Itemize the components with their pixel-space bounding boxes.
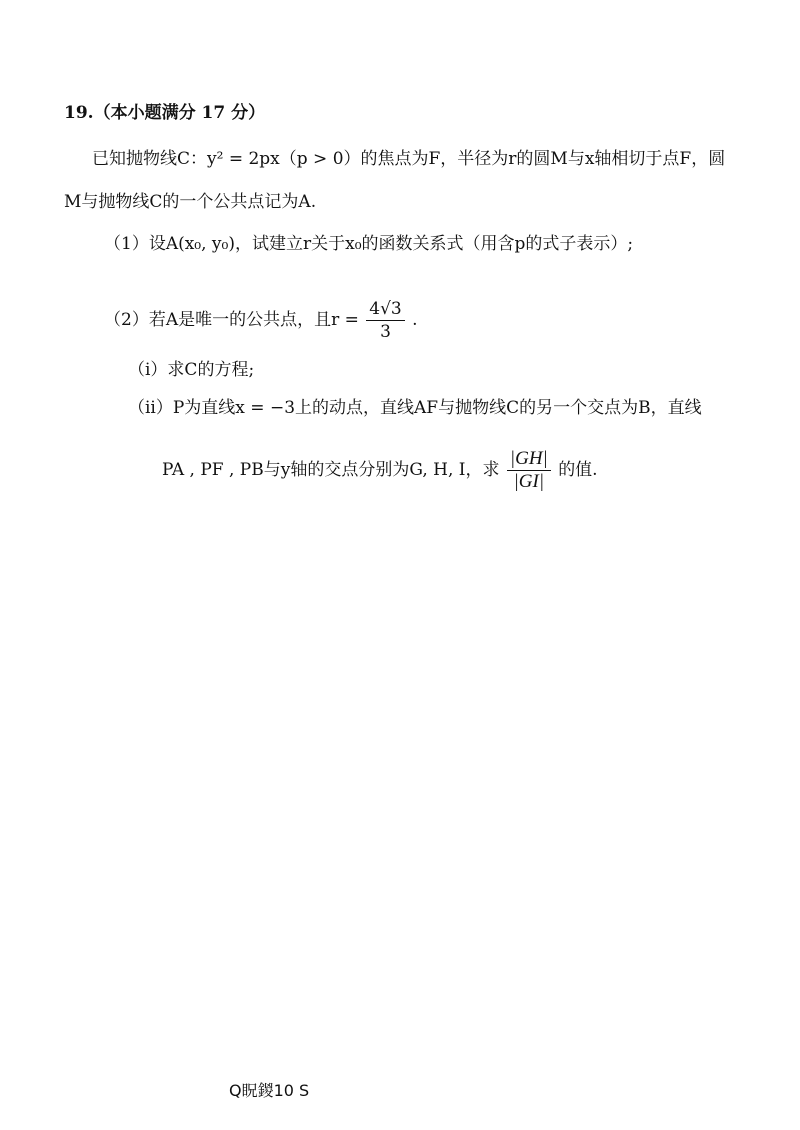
problem-heading: 19.（本小题满分 17 分） xyxy=(64,103,266,123)
sub-question-ii-line-2-prefix: PA , PF , PB与y轴的交点分别为G, H, I，求 xyxy=(162,460,500,480)
part-2-question xyxy=(104,298,418,343)
sub-question-ii-line-2 xyxy=(162,448,598,493)
sub-question-ii-line-2-suffix: 的值. xyxy=(558,460,598,480)
ratio-fraction-denominator: |GI| xyxy=(513,471,545,492)
problem-intro-line-1: 已知抛物线C：y² = 2px（p > 0）的焦点为F，半径为r的圆M与x轴相切于点F，圆 xyxy=(92,149,726,169)
sub-question-ii-line-1: （ii）P为直线x = −3上的动点，直线AF与抛物线C的另一个交点为B，直线 xyxy=(128,398,702,418)
radius-fraction xyxy=(366,298,404,343)
part-2-prefix: （2）若A是唯一的公共点，且r = xyxy=(104,310,359,330)
radius-fraction-denominator: 3 xyxy=(380,322,391,342)
radius-fraction-numerator: 4√3 xyxy=(366,298,404,321)
part-2-suffix: . xyxy=(412,310,418,330)
sub-question-i: （i）求C的方程; xyxy=(128,360,255,380)
ratio-fraction xyxy=(507,448,551,493)
ratio-fraction-numerator: |GH| xyxy=(507,448,551,471)
page-footer: Q眖鍐10 S xyxy=(229,1081,310,1100)
problem-intro-line-2: M与抛物线C的一个公共点记为A. xyxy=(64,192,317,212)
part-1-question: （1）设A(x₀, y₀)，试建立r关于x₀的函数关系式（用含p的式子表示）; xyxy=(104,234,634,254)
